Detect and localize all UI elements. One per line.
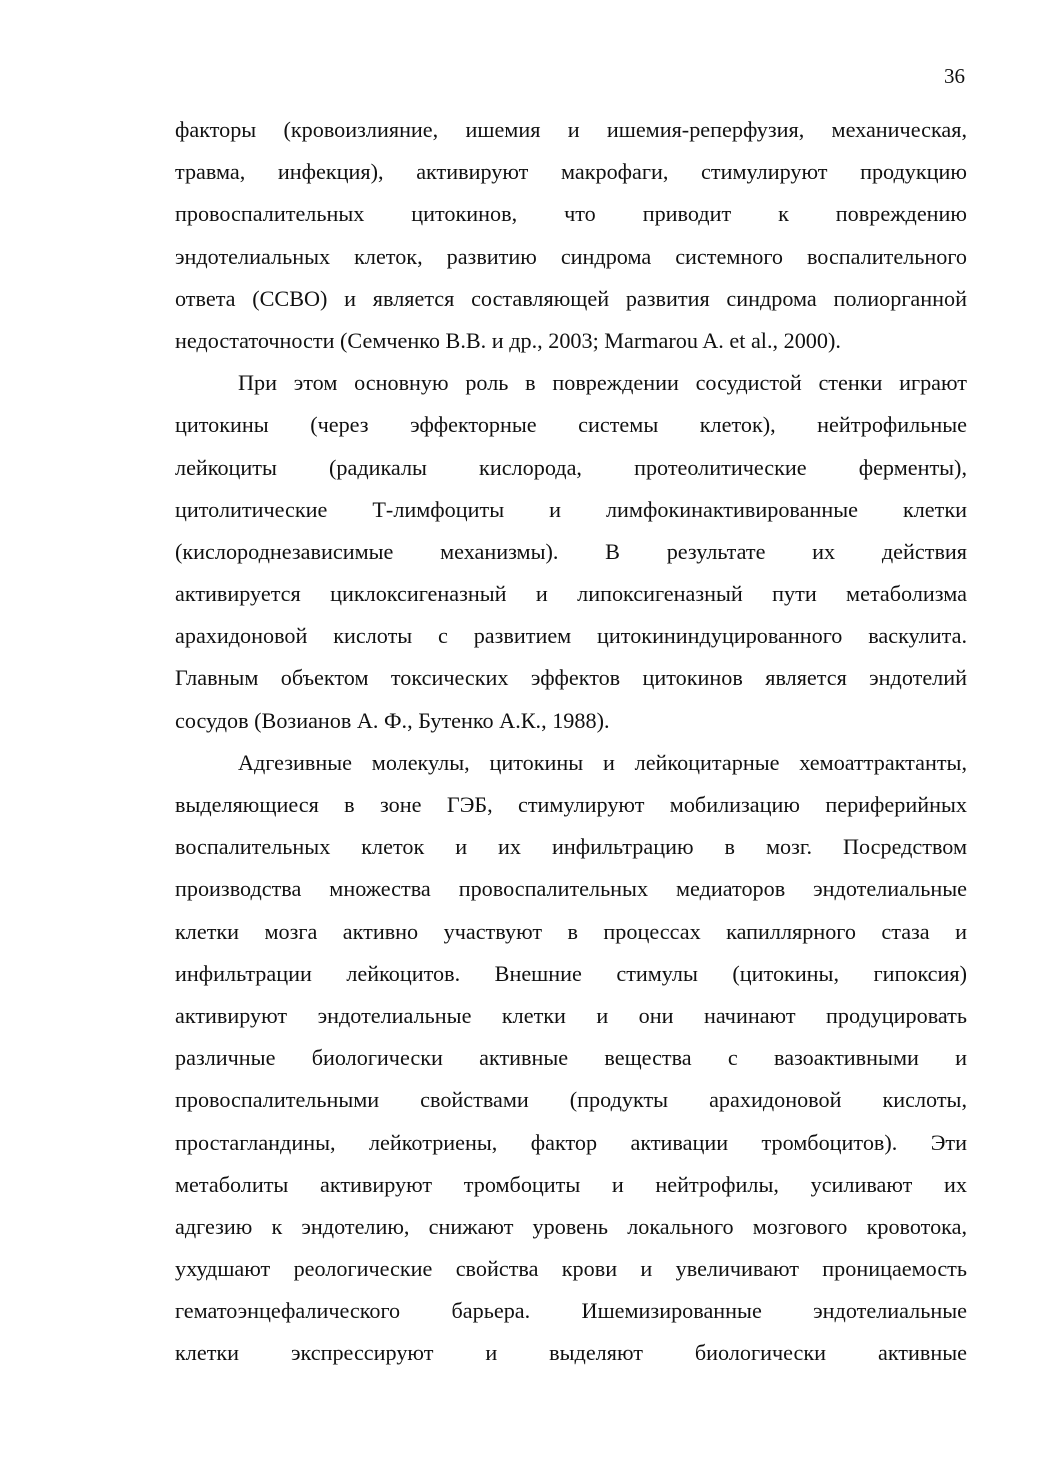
text-line: клетки мозга активно участвуют в процессах капиллярного стаза и: [175, 918, 967, 944]
text-line: сосудов (Возианов А. Ф., Бутенко А.К., 1988).: [175, 707, 610, 733]
text-line: цитолитические Т-лимфоциты и лимфокинактивированные клетки: [175, 496, 967, 522]
text-line: выделяющиеся в зоне ГЭБ, стимулируют мобилизацию периферийных: [175, 792, 967, 817]
text-line: различные биологически активные вещества с вазоактивными и: [175, 1045, 967, 1071]
document-body: [175, 109, 967, 1375]
text-line: простагландины, лейкотриены, фактор активации тромбоцитов). Эти: [175, 1129, 967, 1155]
text-line: адгезию к эндотелию, снижают уровень локального мозгового кровотока,: [175, 1213, 967, 1239]
text-line: воспалительных клеток и их инфильтрацию в мозг. Посредством: [175, 834, 967, 860]
paragraph-1: [175, 109, 967, 362]
text-line: производства множества провоспалительных медиаторов эндотелиальные: [175, 876, 967, 902]
text-line: метаболиты активируют тромбоциты и нейтрофилы, усиливают их: [175, 1171, 967, 1197]
paragraph-2: [175, 362, 967, 742]
text-line: факторы (кровоизлияние, ишемия и ишемия-реперфузия, механическая,: [175, 117, 967, 142]
text-line: гематоэнцефалического барьера. Ишемизированные эндотелиальные: [175, 1298, 967, 1324]
text-line: клетки экспрессируют и выделяют биологически активные: [175, 1340, 967, 1366]
text-line: инфильтрации лейкоцитов. Внешние стимулы (цитокины, гипоксия): [175, 960, 967, 986]
text-line: цитокины (через эффекторные системы клеток), нейтрофильные: [175, 412, 967, 438]
text-line: Адгезивные молекулы, цитокины и лейкоцитарные хемоаттрактанты,: [238, 749, 967, 775]
page-number: 36: [944, 64, 965, 88]
text-line: При этом основную роль в повреждении сосудистой стенки играют: [238, 370, 967, 396]
text-line: эндотелиальных клеток, развитию синдрома системного воспалительного: [175, 243, 967, 269]
text-line: травма, инфекция), активируют макрофаги, стимулируют продукцию: [175, 159, 967, 185]
text-line: лейкоциты (радикалы кислорода, протеолитические ферменты),: [175, 454, 967, 480]
text-line: ухудшают реологические свойства крови и увеличивают проницаемость: [175, 1256, 967, 1282]
paragraph-3: [175, 742, 967, 1375]
text-line: недостаточности (Семченко В.В. и др., 2003; Marmarou A. et al., 2000).: [175, 327, 841, 353]
text-line: активируют эндотелиальные клетки и они начинают продуцировать: [175, 1002, 967, 1028]
text-line: провоспалительных цитокинов, что приводит к повреждению: [175, 201, 967, 227]
text-line: арахидоновой кислоты с развитием цитокининдуцированного васкулита.: [175, 623, 967, 649]
text-line: ответа (ССВО) и является составляющей развития синдрома полиорганной: [175, 285, 967, 311]
text-line: активируется циклоксигеназный и липоксигеназный пути метаболизма: [175, 581, 967, 607]
text-line: (кислороднезависимые механизмы). В результате их действия: [175, 538, 967, 564]
text-line: провоспалительными свойствами (продукты арахидоновой кислоты,: [175, 1087, 967, 1113]
text-line: Главным объектом токсических эффектов цитокинов является эндотелий: [175, 665, 967, 691]
